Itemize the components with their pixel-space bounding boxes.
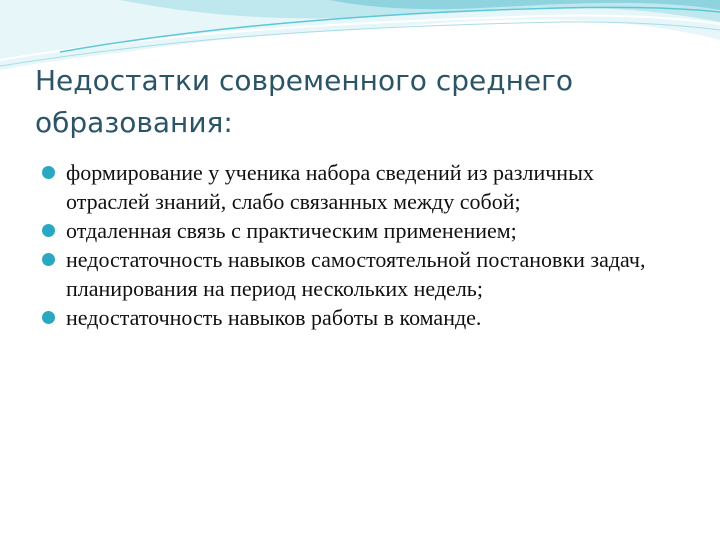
bullet-dot-icon [42, 224, 55, 237]
bullet-item [42, 303, 682, 332]
bullet-item [42, 245, 682, 303]
bullet-text: формирование у ученика набора сведений из различных отраслей знаний, слабо связанных между собой; [66, 160, 594, 214]
bullet-item [42, 216, 682, 245]
bullet-text: недостаточность навыков самостоятельной постановки задач, планирования на период нескольких недель; [66, 247, 646, 301]
bullet-text: отдаленная связь с практическим применением; [66, 218, 517, 243]
bullet-dot-icon [42, 311, 55, 324]
slide-title: Недостатки современного среднего образования: [35, 64, 573, 139]
bullet-dot-icon [42, 253, 55, 266]
bullet-dot-icon [42, 166, 55, 179]
bullet-item [42, 158, 682, 216]
bullet-text: недостаточность навыков работы в команде. [66, 305, 482, 330]
bullet-list [42, 158, 682, 332]
